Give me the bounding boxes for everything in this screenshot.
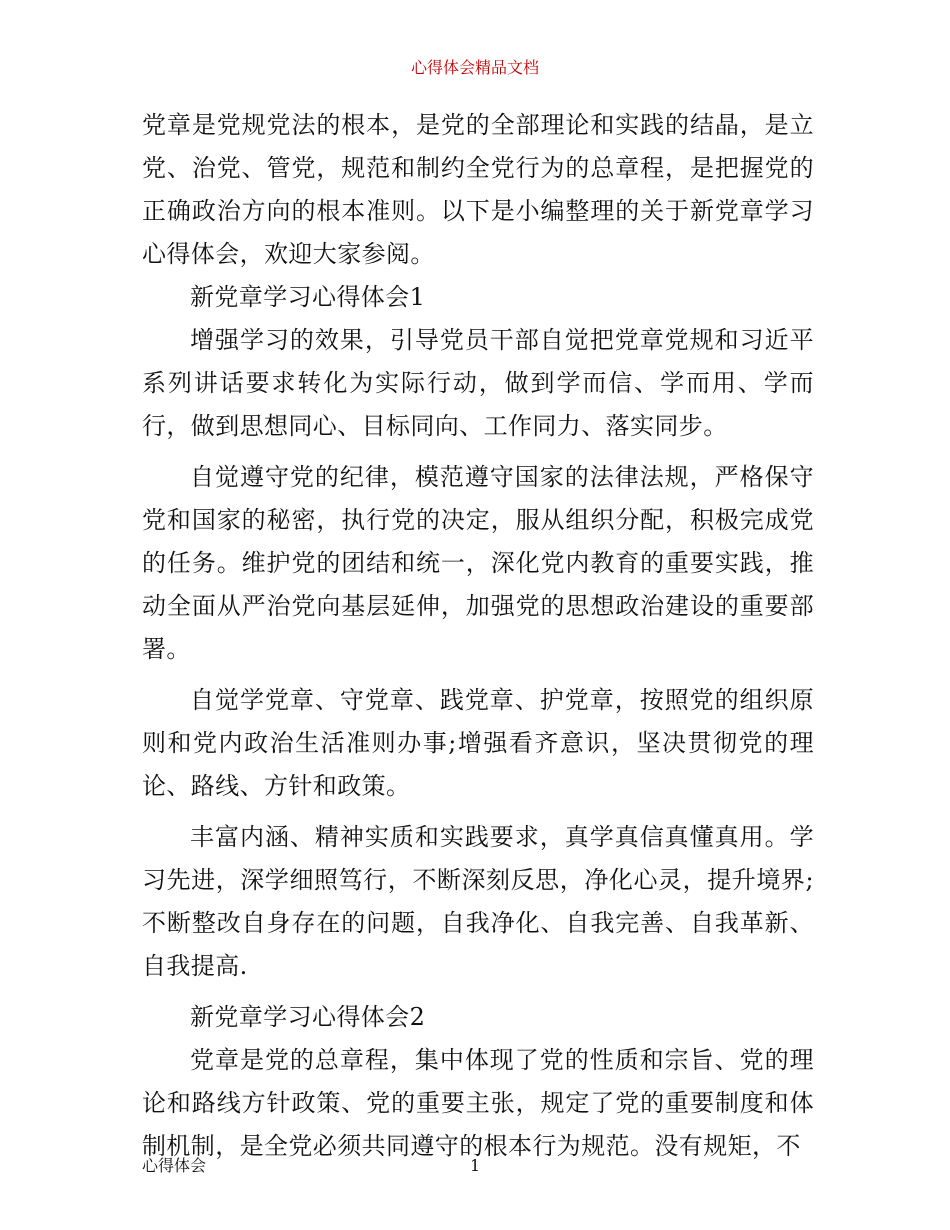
body-paragraph: 党章是党的总章程，集中体现了党的性质和宗旨、党的理论和路线方针政策、党的重要主张，规定了党的重要制度和体制机制，是全党必须共同遵守的根本行为规范。没有规矩，不 <box>142 1046 814 1160</box>
document-header: 心得体会精品文档 <box>410 58 539 77</box>
body-paragraph: 丰富内涵、精神实质和实践要求，真学真信真懂真用。学习先进，深学细照笃行，不断深刻反思，净化心灵，提升境界;不断整改自身存在的问题，自我净化、自我完善、自我革新、自我提高. <box>142 823 814 980</box>
body-paragraph: 增强学习的效果，引导党员干部自觉把党章党规和习近平系列讲话要求转化为实际行动，做到学而信、学而用、学而行，做到思想同心、目标同向、工作同力、落实同步。 <box>142 326 814 440</box>
section-heading-1: 新党章学习心得体会1 <box>190 283 426 311</box>
intro-paragraph: 党章是党规党法的根本，是党的全部理论和实践的结晶，是立党、治党、管党，规范和制约全党行为的总章程，是把握党的正确政治方向的根本准则。以下是小编整理的关于新党章学习心得体会，欢迎大家参阅。 <box>142 111 814 268</box>
body-paragraph: 自觉学党章、守党章、践党章、护党章，按照党的组织原则和党内政治生活准则办事;增强看齐意识，坚决贯彻党的理论、路线、方针和政策。 <box>142 686 814 800</box>
body-paragraph: 自觉遵守党的纪律，模范遵守国家的法律法规，严格保守党和国家的秘密，执行党的决定，服从组织分配，积极完成党的任务。维护党的团结和统一，深化党内教育的重要实践，推动全面从严治党向基层延伸，加强党的思想政治建设的重要部署。 <box>142 463 814 663</box>
section-heading-2: 新党章学习心得体会2 <box>190 1003 426 1031</box>
page-number: 1 <box>470 1156 481 1175</box>
footer-label: 心得体会 <box>142 1156 207 1175</box>
document-body <box>142 104 814 1168</box>
